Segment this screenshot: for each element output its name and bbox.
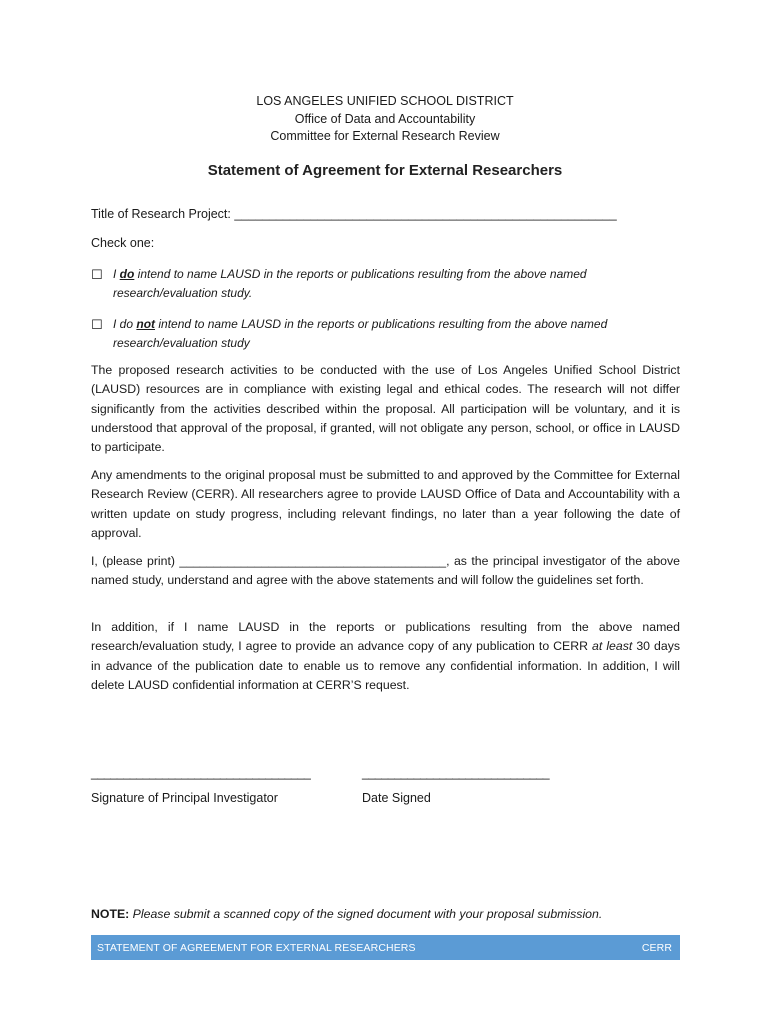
note-label: NOTE:	[91, 907, 130, 921]
footer-bar	[91, 935, 680, 960]
letterhead	[0, 93, 770, 146]
document-title: Statement of Agreement for External Researchers	[207, 162, 563, 179]
emphasis-not: not	[136, 317, 156, 331]
office-name: Office of Data and Accountability	[294, 111, 476, 126]
district-name: LOS ANGELES UNIFIED SCHOOL DISTRICT	[256, 94, 514, 108]
option-do-not-intend-text: I do not intend to name LAUSD in the reports or publications resulting from the above named research/evaluation study	[113, 317, 608, 350]
date-signed-line[interactable]: _____________________________	[362, 766, 550, 780]
research-project-label: Title of Research Project:	[91, 207, 235, 221]
option-do-intend-text: I do intend to name LAUSD in the reports or publications resulting from the above named research/evaluation study.	[113, 267, 587, 300]
note-text: Please submit a scanned copy of the signed document with your proposal submission.	[129, 907, 603, 921]
paragraph-publication: In addition, if I name LAUSD in the reports or publications resulting from the above named research/evaluation study, I agree to provide an advance copy of any publication to CERR at least 30 days in advance of the publication date to enable us to remove any confidential information. In addition, I will delete LAUSD confidential information at CERR’S request.	[91, 620, 680, 692]
checkbox-do-intend[interactable]: ☐	[91, 267, 103, 282]
paragraph-compliance: The proposed research activities to be conducted with the use of Los Angeles Unified School District (LAUSD) resources are in compliance with existing legal and ethical codes. The research will not differ significantly from the activities described within the proposal. All participation will be voluntary, and it is understood that approval of the proposal, if granted, will not obligate any person, school, or office in LAUSD to participate.	[91, 363, 680, 455]
option-do-not-intend[interactable]	[91, 315, 651, 353]
paragraph-principal-investigator: I, (please print) _______________________________________, as the principal investigator of the above named study, understand and agree with the above statements and will follow the guidelines set forth.	[91, 554, 680, 588]
footer-title: STATEMENT OF AGREEMENT FOR EXTERNAL RESEARCHERS	[97, 942, 416, 954]
option-do-intend[interactable]	[91, 265, 651, 303]
research-project-blank[interactable]: _______________________________________________________	[234, 207, 617, 221]
check-one-label: Check one:	[91, 236, 155, 250]
paragraph-amendments: Any amendments to the original proposal must be submitted to and approved by the Committee for External Research Review (CERR). All researchers agree to provide LAUSD Office of Data and Accountability with a written update on study progress, including relevant findings, no later than a year following the date of approval.	[91, 468, 680, 540]
signature-line[interactable]: __________________________________	[91, 766, 311, 780]
date-signed-label: Date Signed	[362, 791, 431, 805]
emphasis-do: do	[119, 267, 135, 281]
submission-note	[91, 907, 602, 921]
footer-code: CERR	[641, 942, 672, 954]
emphasis-at-least: at least	[592, 639, 633, 654]
research-project-title-field[interactable]	[91, 207, 617, 221]
checkbox-do-not-intend[interactable]: ☐	[91, 317, 103, 332]
signature-label: Signature of Principal Investigator	[91, 791, 278, 805]
committee-name: Committee for External Research Review	[270, 129, 500, 143]
